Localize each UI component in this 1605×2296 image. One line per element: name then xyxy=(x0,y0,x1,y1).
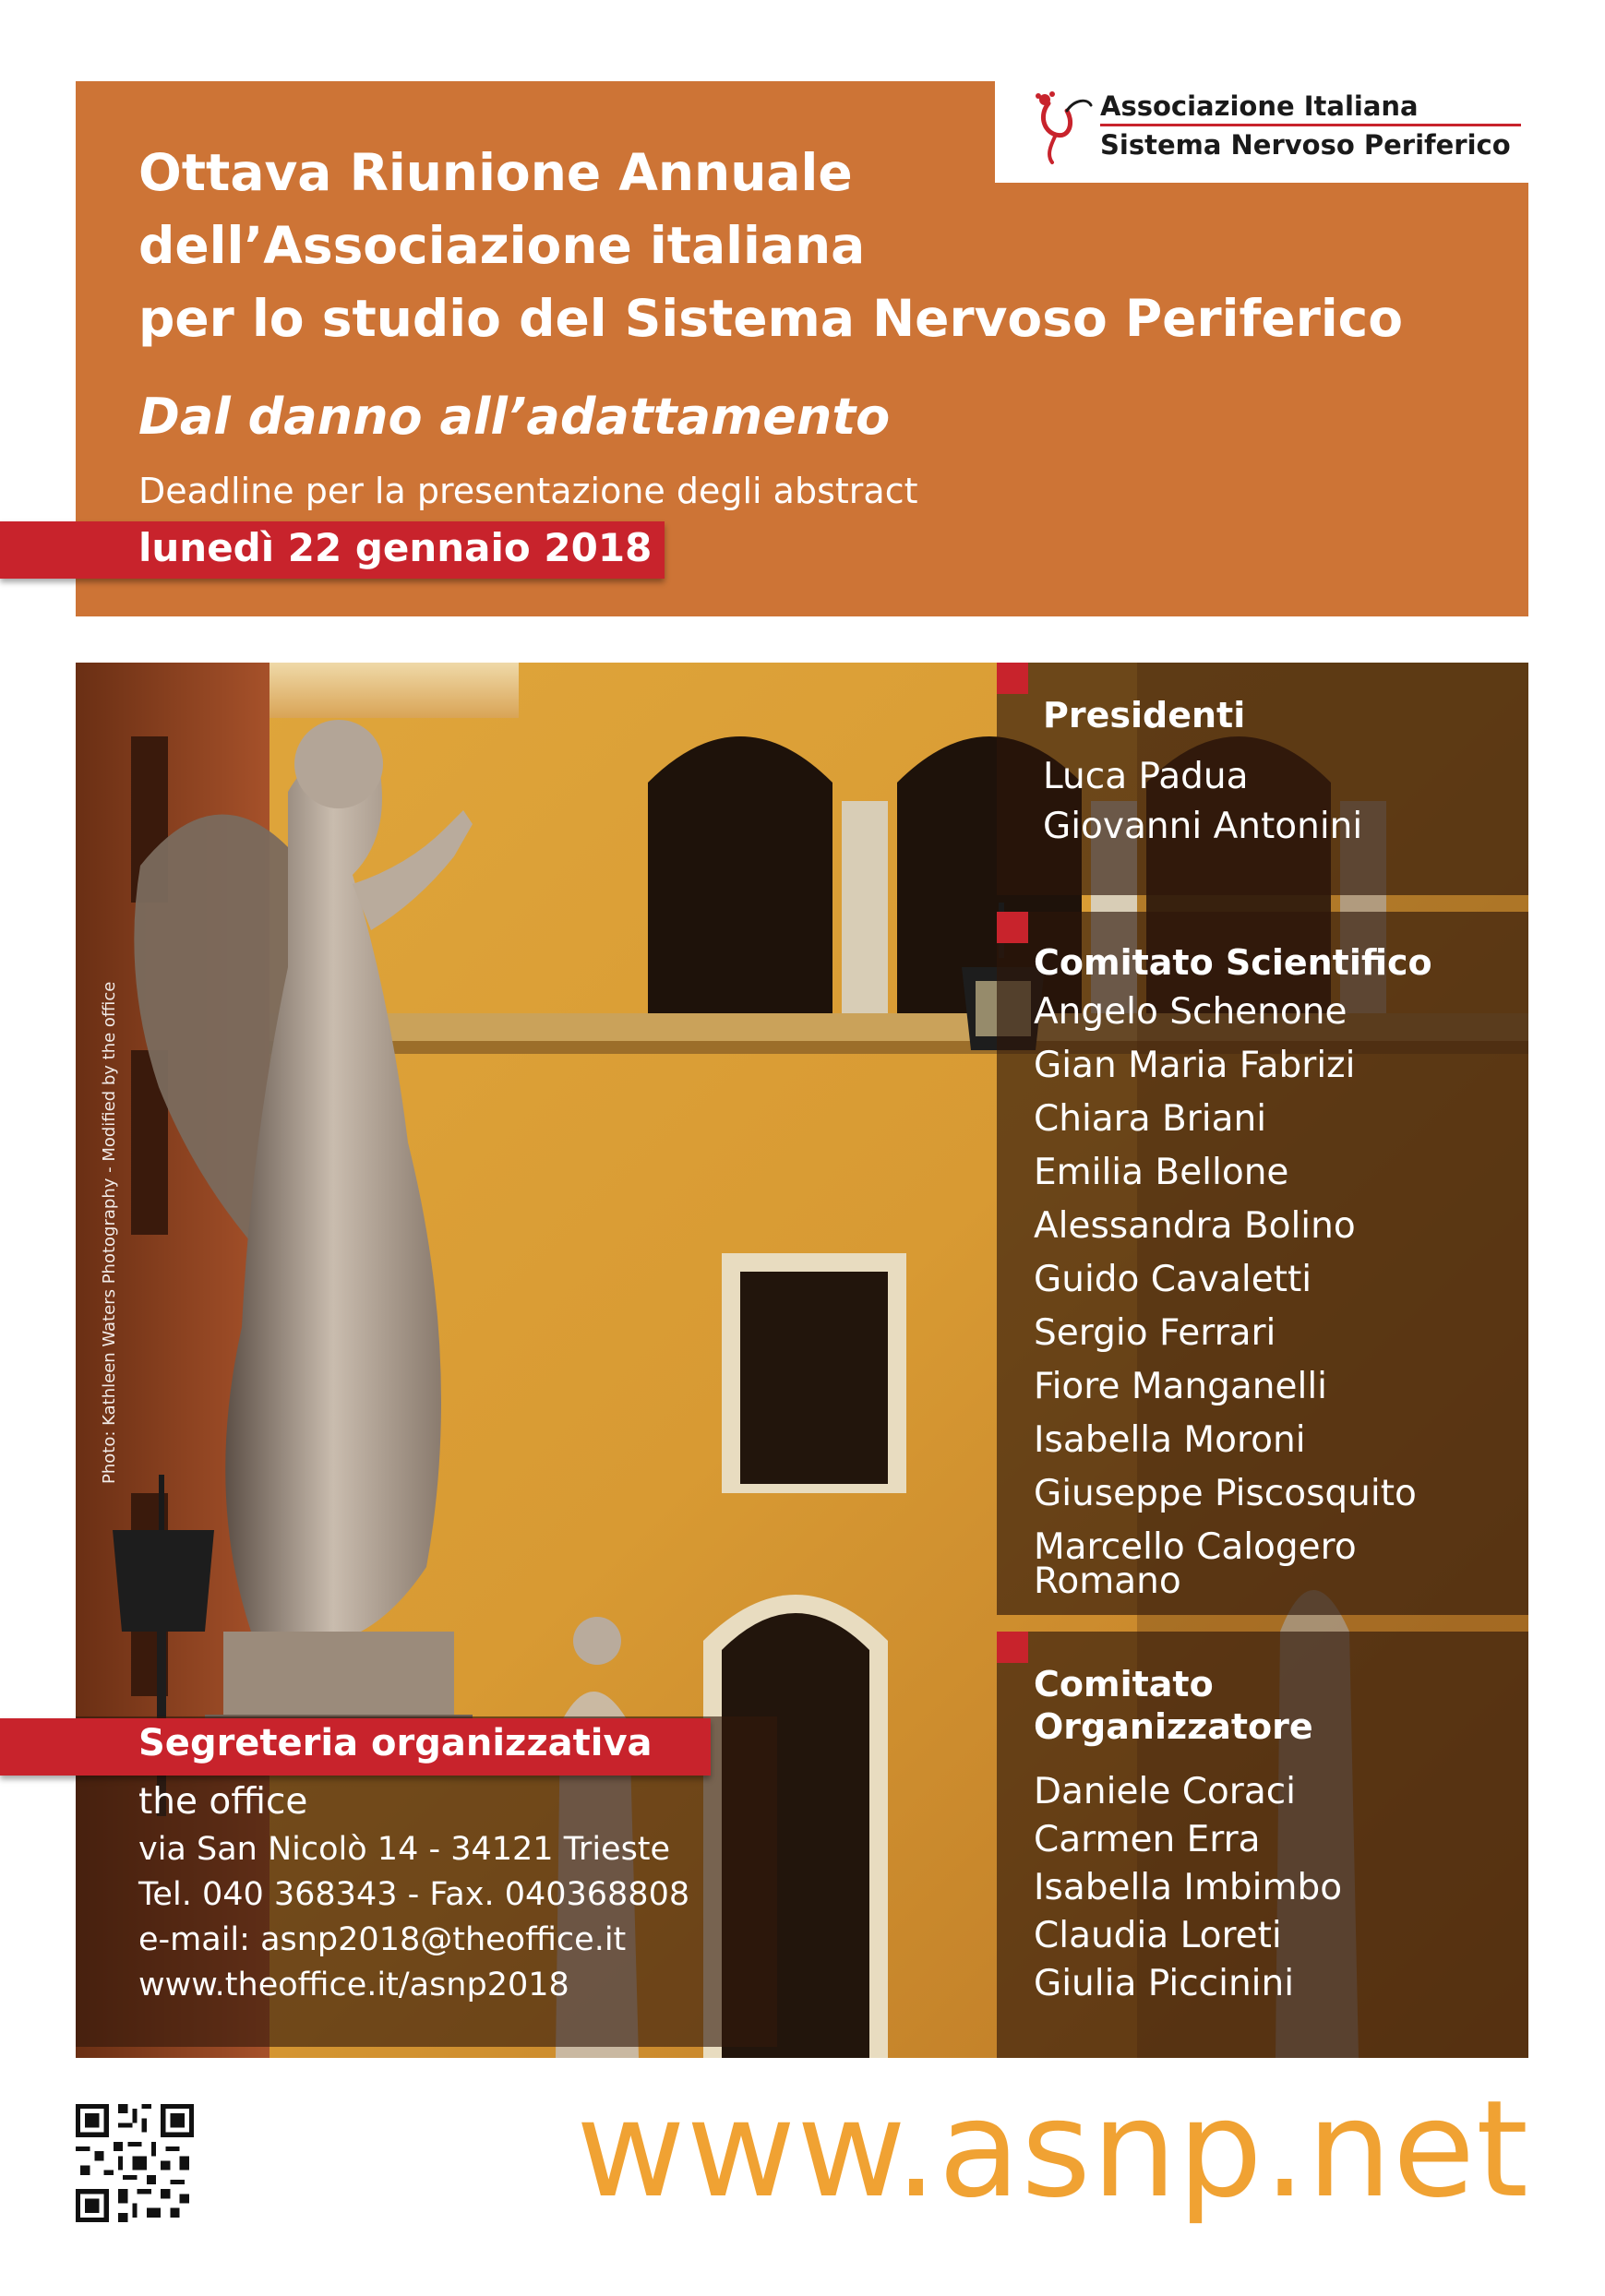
logo-name-line1: Associazione Italiana xyxy=(1100,90,1419,122)
list-item: Guido Cavaletti xyxy=(1034,1259,1312,1300)
segreteria-name: the office xyxy=(138,1781,308,1823)
list-item: Angelo Schenone xyxy=(1034,991,1347,1033)
list-item: Chiara Briani xyxy=(1034,1098,1267,1140)
presidenti-list xyxy=(1043,752,1362,852)
segreteria-phone: Tel. 040 368343 - Fax. 040368808 xyxy=(138,1876,690,1913)
comitato-organizzatore-heading-line1: Comitato xyxy=(1034,1664,1214,1704)
list-item: Marcello Calogero Romano xyxy=(1034,1526,1357,1602)
list-item: Fiore Manganelli xyxy=(1034,1366,1327,1407)
section-marker-square xyxy=(997,1632,1028,1663)
list-item: Sergio Ferrari xyxy=(1034,1312,1276,1354)
comitato-scientifico-heading: Comitato Scientifico xyxy=(1034,942,1432,983)
event-title-line-2: dell’Associazione italiana xyxy=(138,216,866,275)
comitato-organizzatore-heading-line2: Organizzatore xyxy=(1034,1706,1313,1747)
list-item: Giovanni Antonini xyxy=(1043,806,1363,847)
segreteria-address: via San Nicolò 14 - 34121 Trieste xyxy=(138,1831,671,1868)
list-item: Giulia Piccinini xyxy=(1034,1963,1295,2004)
section-marker-square xyxy=(997,912,1028,943)
list-item: Luca Padua xyxy=(1043,756,1249,797)
list-item: Claudia Loreti xyxy=(1034,1915,1282,1956)
event-title-line-3: per lo studio del Sistema Nervoso Periferico xyxy=(138,289,1404,348)
list-item: Carmen Erra xyxy=(1034,1819,1261,1860)
segreteria-email: e-mail: asnp2018@theoffice.it xyxy=(138,1921,627,1958)
list-item: Gian Maria Fabrizi xyxy=(1034,1045,1356,1086)
list-item: Isabella Imbimbo xyxy=(1034,1867,1343,1908)
event-subtitle: Dal danno all’adattamento xyxy=(138,388,891,446)
segreteria-website: www.theoffice.it/asnp2018 xyxy=(138,1967,569,2003)
comitato-organizzatore-heading xyxy=(1034,1663,1458,1748)
website-url[interactable]: www.asnp.net xyxy=(576,2072,1529,2228)
logo-name-line2: Sistema Nervoso Periferico xyxy=(1100,129,1511,161)
section-marker-square xyxy=(997,663,1028,694)
list-item: Giuseppe Piscosquito xyxy=(1034,1473,1417,1514)
comitato-scientifico-list xyxy=(1034,991,1421,1618)
comitato-organizzatore-list xyxy=(1034,1768,1342,2008)
logo-divider xyxy=(1100,124,1521,126)
deadline-label: Deadline per la presentazione degli abstract xyxy=(138,471,918,511)
event-title-line-1: Ottava Riunione Annuale xyxy=(138,143,853,202)
list-item: Emilia Bellone xyxy=(1034,1152,1289,1193)
presidenti-heading: Presidenti xyxy=(1043,695,1246,735)
list-item: Isabella Moroni xyxy=(1034,1419,1306,1461)
photo-credit: Photo: Kathleen Waters Photography - Modified by the office xyxy=(100,981,119,1484)
list-item: Daniele Coraci xyxy=(1034,1771,1297,1812)
list-item: Alessandra Bolino xyxy=(1034,1205,1356,1247)
qr-code-icon xyxy=(76,2104,194,2222)
deadline-date: lunedì 22 gennaio 2018 xyxy=(138,525,653,570)
segreteria-title: Segreteria organizzativa xyxy=(138,1722,653,1764)
nerve-logo-icon xyxy=(1030,87,1095,166)
